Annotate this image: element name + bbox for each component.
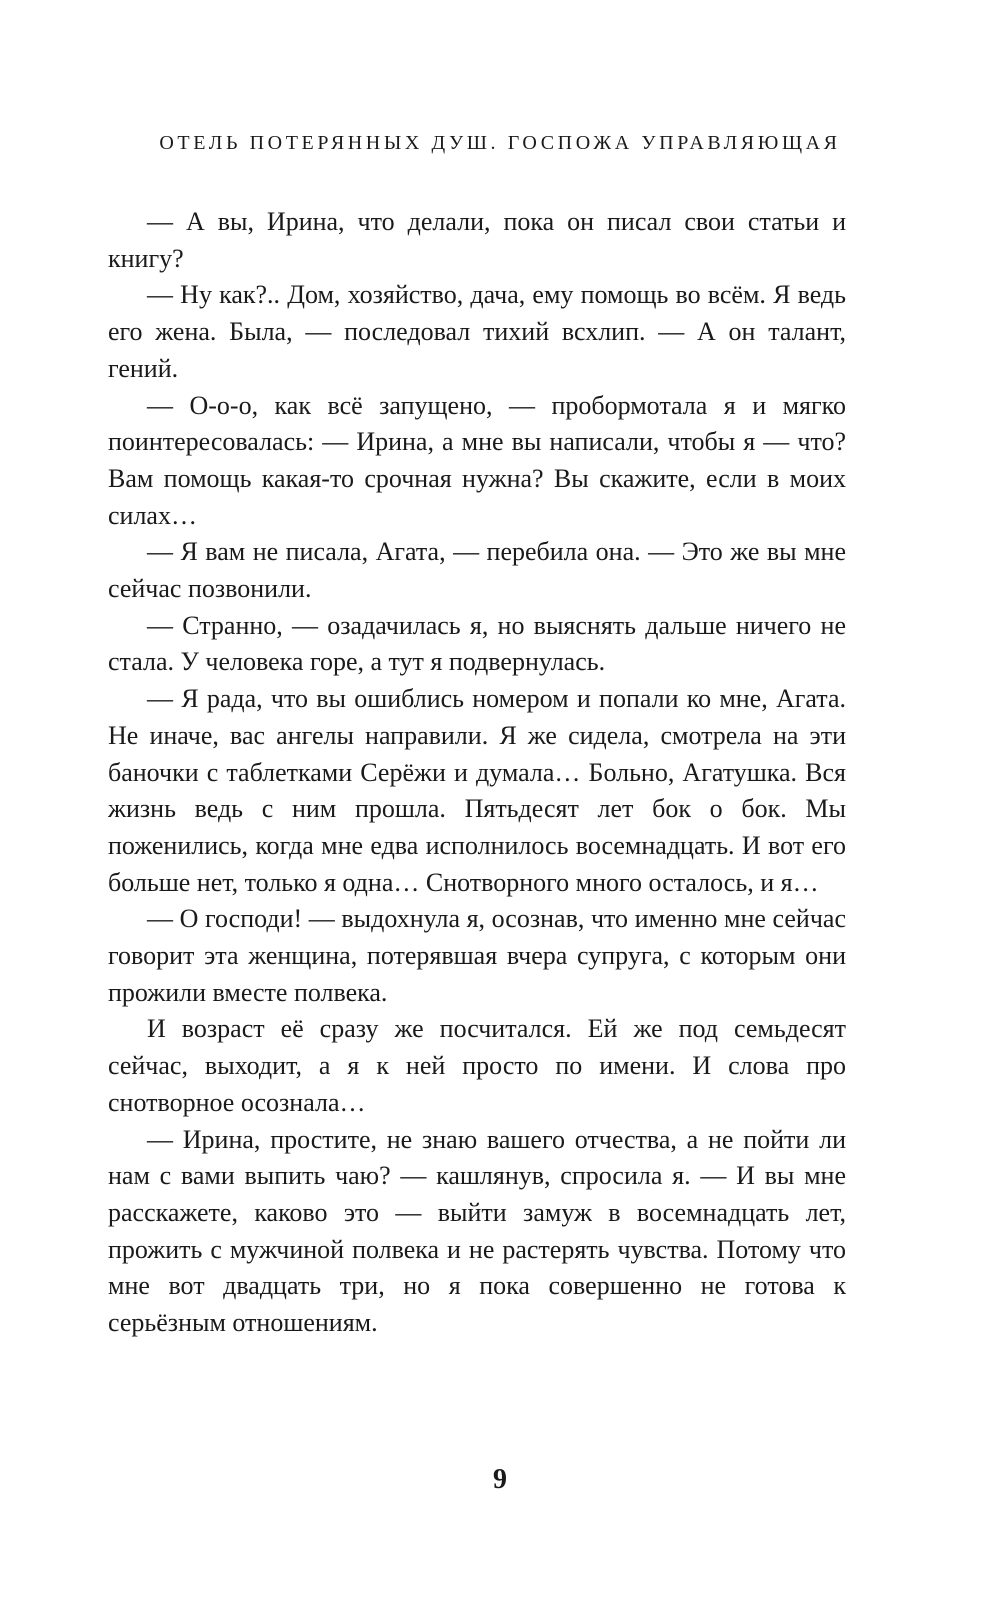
paragraph: — Я вам не писала, Агата, — перебила она. — Это же вы мне сейчас позвонили. bbox=[108, 537, 846, 604]
paragraph: И возраст её сразу же посчитался. Ей же под семьдесят сейчас, выходит, а я к ней просто по имени. И слова про снотворное осознала… bbox=[108, 1014, 846, 1117]
page-number: 9 bbox=[493, 1464, 507, 1495]
paragraph: — О господи! — выдохнула я, осознав, что именно мне сейчас говорит эта женщина, потерявшая вчера супруга, с которым они прожили вместе полвека. bbox=[108, 904, 846, 1007]
paragraph: — Ну как?.. Дом, хозяйство, дача, ему помощь во всём. Я ведь его жена. Была, — последовал тихий всхлип. — А он талант, гений. bbox=[108, 280, 846, 383]
body-text bbox=[108, 204, 846, 1342]
paragraph: — Я рада, что вы ошиблись номером и попали ко мне, Агата. Не иначе, вас ангелы направили. Я же сидела, смотрела на эти баночки с таблетками Серёжи и думала… Больно, Агатушка. Вся жизнь ведь с ним прошла. Пятьдесят лет бок о бок. Мы поженились, когда мне едва исполнилось восемнадцать. И вот его больше нет, только я одна… Снотворного много осталось, и я… bbox=[108, 684, 846, 897]
paragraph: — Ирина, простите, не знаю вашего отчества, а не пойти ли нам с вами выпить чаю? — кашлянув, спросила я. — И вы мне расскажете, каково это — выйти замуж в восемнадцать лет, прожить с мужчиной полвека и не растерять чувства. Потому что мне вот двадцать три, но я пока совершенно не готова к серьёзным отношениям. bbox=[108, 1124, 846, 1338]
paragraph: — Странно, — озадачилась я, но выяснять дальше ничего не стала. У человека горе, а тут я подвернулась. bbox=[108, 610, 846, 677]
running-header: ОТЕЛЬ ПОТЕРЯННЫХ ДУШ. ГОСПОЖА УПРАВЛЯЮЩАЯ bbox=[159, 132, 841, 154]
paragraph: — А вы, Ирина, что делали, пока он писал свои статьи и книгу? bbox=[108, 207, 846, 273]
paragraph: — О-о-о, как всё запущено, — пробормотала я и мягко поинтересовалась: — Ирина, а мне вы написали, чтобы я — что? Вам помощь какая-то срочная нужна? Вы скажите, если в моих силах… bbox=[108, 390, 846, 530]
